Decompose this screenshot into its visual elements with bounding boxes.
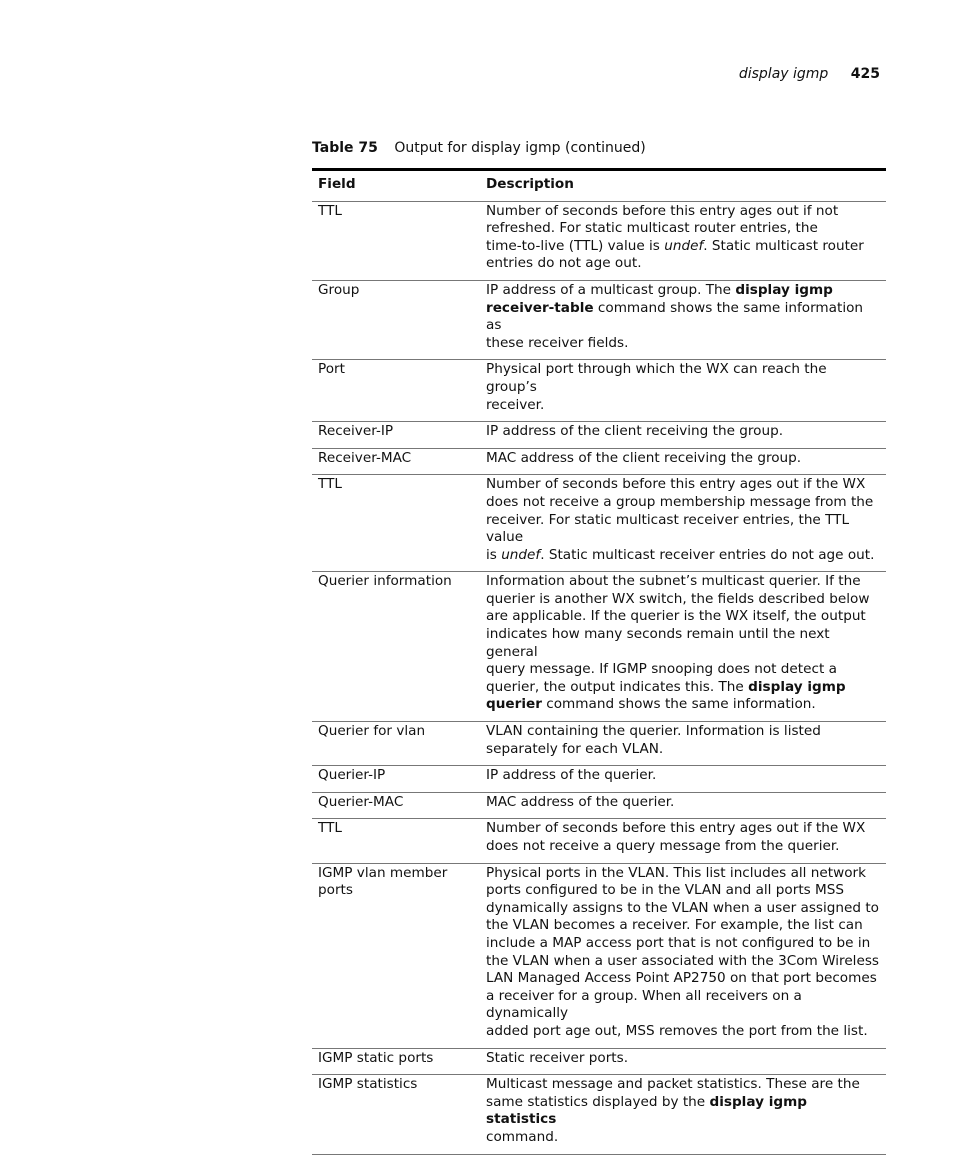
description-cell bbox=[480, 792, 886, 819]
description-text: the VLAN when a user associated with the 3Com Wireless bbox=[486, 952, 879, 969]
field-cell: IGMP vlan member ports bbox=[312, 863, 480, 1048]
description-cell bbox=[480, 722, 886, 766]
description-text: added port age out, MSS removes the port from the list. bbox=[486, 1022, 868, 1039]
description-cell bbox=[480, 766, 886, 793]
table-row bbox=[312, 360, 886, 422]
field-cell: Querier-IP bbox=[312, 766, 480, 793]
description-cell bbox=[480, 863, 886, 1048]
description-text: VLAN containing the querier. Information is listed bbox=[486, 723, 821, 740]
table-row bbox=[312, 448, 886, 475]
description-text: command. bbox=[486, 1128, 559, 1145]
description-text: display igmp bbox=[748, 678, 846, 695]
description-text: Number of seconds before this entry ages out if the WX bbox=[486, 820, 866, 837]
description-text: does not receive a group membership message from the bbox=[486, 493, 874, 510]
description-cell bbox=[480, 280, 886, 359]
igmp-output-table bbox=[312, 168, 886, 1155]
description-cell bbox=[480, 1048, 886, 1075]
description-text: Information about the subnet’s multicast querier. If the bbox=[486, 573, 861, 590]
description-text: is bbox=[486, 546, 502, 563]
column-header-field: Field bbox=[318, 176, 356, 192]
field-cell: TTL bbox=[312, 201, 480, 280]
description-text: these receiver fields. bbox=[486, 334, 629, 351]
table-row bbox=[312, 1048, 886, 1075]
description-text: dynamically assigns to the VLAN when a user assigned to bbox=[486, 899, 879, 916]
description-text: Number of seconds before this entry ages out if not bbox=[486, 202, 839, 219]
description-text: . Static multicast receiver entries do not age out. bbox=[540, 546, 875, 563]
description-text: undef bbox=[664, 237, 704, 254]
description-text: IP address of a multicast group. The bbox=[486, 281, 736, 298]
table-caption-label: Table 75 bbox=[312, 140, 378, 156]
description-text: querier, the output indicates this. The bbox=[486, 678, 749, 695]
description-text: Number of seconds before this entry ages out if the WX bbox=[486, 476, 866, 493]
table-row bbox=[312, 1075, 886, 1154]
description-text: command shows the same information as bbox=[486, 299, 864, 334]
table-row bbox=[312, 722, 886, 766]
table-row bbox=[312, 819, 886, 863]
description-text: are applicable. If the querier is the WX itself, the output bbox=[486, 608, 866, 625]
description-cell bbox=[480, 360, 886, 422]
description-text: display igmp statistics bbox=[486, 1093, 807, 1128]
column-header-description: Description bbox=[486, 176, 574, 192]
field-cell: Port bbox=[312, 360, 480, 422]
description-text: query message. If IGMP snooping does not detect a bbox=[486, 661, 837, 678]
description-text: separately for each VLAN. bbox=[486, 740, 664, 757]
description-text: Physical port through which the WX can reach the group’s bbox=[486, 361, 827, 395]
description-text: MAC address of the client receiving the group. bbox=[486, 449, 802, 466]
running-header bbox=[739, 66, 880, 82]
table-row bbox=[312, 475, 886, 572]
field-cell: Querier information bbox=[312, 572, 480, 722]
description-text: LAN Managed Access Point AP2750 on that port becomes bbox=[486, 970, 877, 987]
description-text: IP address of the querier. bbox=[486, 767, 657, 784]
table-row bbox=[312, 792, 886, 819]
table-row bbox=[312, 572, 886, 722]
description-text: receiver. bbox=[486, 396, 545, 413]
header-section-title: display igmp bbox=[738, 66, 829, 82]
description-text: . Static multicast router bbox=[703, 237, 864, 254]
description-text: IP address of the client receiving the group. bbox=[486, 423, 784, 440]
description-text: ports configured to be in the VLAN and all ports MSS bbox=[486, 882, 845, 899]
description-text: entries do not age out. bbox=[486, 255, 642, 272]
description-text: same statistics displayed by the bbox=[486, 1093, 710, 1110]
description-cell bbox=[480, 448, 886, 475]
description-text: time-to-live (TTL) value is bbox=[486, 237, 665, 254]
description-cell bbox=[480, 819, 886, 863]
description-text: Physical ports in the VLAN. This list includes all network bbox=[486, 864, 866, 881]
field-cell: IGMP static ports bbox=[312, 1048, 480, 1075]
table-row bbox=[312, 766, 886, 793]
description-text: a receiver for a group. When all receivers on a dynamically bbox=[486, 987, 802, 1022]
description-cell bbox=[480, 422, 886, 449]
table-caption bbox=[312, 140, 646, 156]
description-text: Multicast message and packet statistics. These are the bbox=[486, 1076, 860, 1093]
description-text: Static receiver ports. bbox=[486, 1049, 629, 1066]
field-cell: Receiver-MAC bbox=[312, 448, 480, 475]
field-cell: Group bbox=[312, 280, 480, 359]
page-number: 425 bbox=[850, 66, 880, 82]
description-text: undef bbox=[501, 546, 541, 563]
description-text: querier is another WX switch, the fields described below bbox=[486, 590, 870, 607]
table-row bbox=[312, 422, 886, 449]
description-cell bbox=[480, 1075, 886, 1154]
description-text: include a MAP access port that is not configured to be in bbox=[486, 934, 871, 951]
field-cell: IGMP statistics bbox=[312, 1075, 480, 1154]
description-text: does not receive a query message from the querier. bbox=[486, 838, 840, 854]
table-caption-title: Output for display igmp (continued) bbox=[394, 140, 646, 156]
field-cell: TTL bbox=[312, 475, 480, 572]
table-row bbox=[312, 863, 886, 1048]
table-body bbox=[312, 201, 886, 1154]
table-header-row bbox=[312, 170, 886, 202]
table-row bbox=[312, 201, 886, 280]
description-cell bbox=[480, 572, 886, 722]
description-text: receiver-table bbox=[486, 299, 594, 316]
field-cell: Querier-MAC bbox=[312, 792, 480, 819]
description-cell bbox=[480, 475, 886, 572]
description-text: refreshed. For static multicast router entries, the bbox=[486, 220, 818, 237]
description-text: command shows the same information. bbox=[541, 696, 816, 713]
field-cell: TTL bbox=[312, 819, 480, 863]
description-text: display igmp bbox=[735, 281, 833, 298]
description-text: receiver. For static multicast receiver entries, the TTL value bbox=[486, 511, 850, 546]
field-cell: Querier for vlan bbox=[312, 722, 480, 766]
description-cell bbox=[480, 201, 886, 280]
table-row bbox=[312, 280, 886, 359]
field-cell: Receiver-IP bbox=[312, 422, 480, 449]
description-text: the VLAN becomes a receiver. For example, the list can bbox=[486, 917, 863, 934]
description-text: indicates how many seconds remain until the next general bbox=[486, 626, 830, 660]
description-text: MAC address of the querier. bbox=[486, 793, 675, 810]
description-text: querier bbox=[486, 696, 542, 713]
